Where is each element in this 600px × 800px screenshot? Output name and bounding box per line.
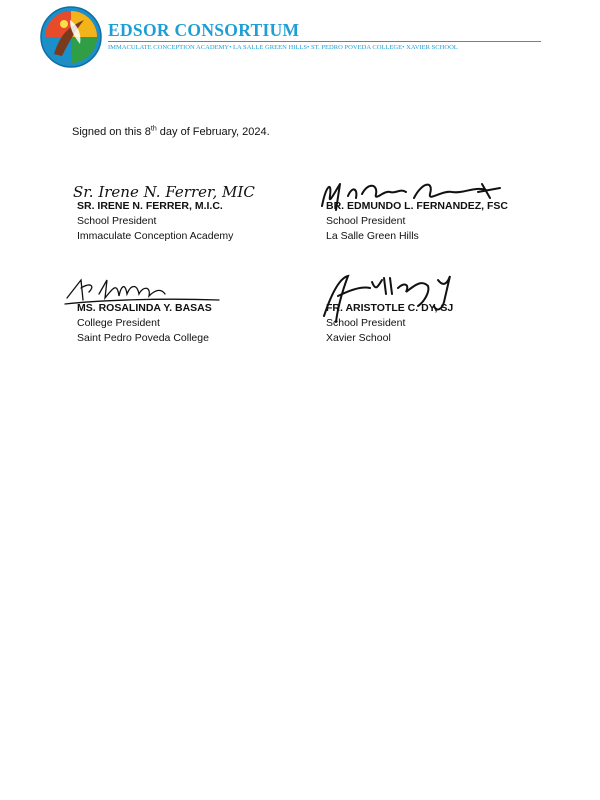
signatory-name: SR. IRENE N. FERRER, M.I.C. xyxy=(77,200,223,212)
signatory-title: School President xyxy=(326,215,406,227)
ordinal-suffix: th xyxy=(150,125,157,133)
signatory-name: MS. ROSALINDA Y. BASAS xyxy=(77,302,212,314)
signed-text-prefix: Signed on this 8 xyxy=(72,126,151,138)
signatory-title: College President xyxy=(77,317,160,329)
signatory-school: Immaculate Conception Academy xyxy=(77,230,234,242)
signature-text: Sr. Irene N. Ferrer, MIC xyxy=(73,183,255,201)
signatory-block-lsgh xyxy=(326,178,566,248)
signatory-block-xavier xyxy=(326,280,566,350)
member-schools-line: IMMACULATE CONCEPTION ACADEMY• LA SALLE GREEN HILLS• ST. PEDRO POVEDA COLLEGE• XAVIER SCHOOL xyxy=(108,44,458,51)
letterhead-divider xyxy=(108,41,541,42)
signed-text-suffix: day of February, 2024. xyxy=(156,126,270,138)
organization-name: EDSOR CONSORTIUM xyxy=(108,20,300,40)
signatory-title: School President xyxy=(326,317,406,329)
signatory-name: FR. ARISTOTLE C. DY, SJ xyxy=(326,302,454,314)
signatory-school: Xavier School xyxy=(326,332,391,344)
signing-date-statement xyxy=(72,126,270,138)
signatory-block-poveda xyxy=(77,280,317,350)
signatory-school: Saint Pedro Poveda College xyxy=(77,332,209,344)
signatory-block-ica xyxy=(73,178,317,248)
edsor-logo xyxy=(40,6,102,68)
signatory-name: BR. EDMUNDO L. FERNANDEZ, FSC xyxy=(326,200,508,212)
signatory-title: School President xyxy=(77,215,157,227)
signatory-school: La Salle Green Hills xyxy=(326,230,419,242)
